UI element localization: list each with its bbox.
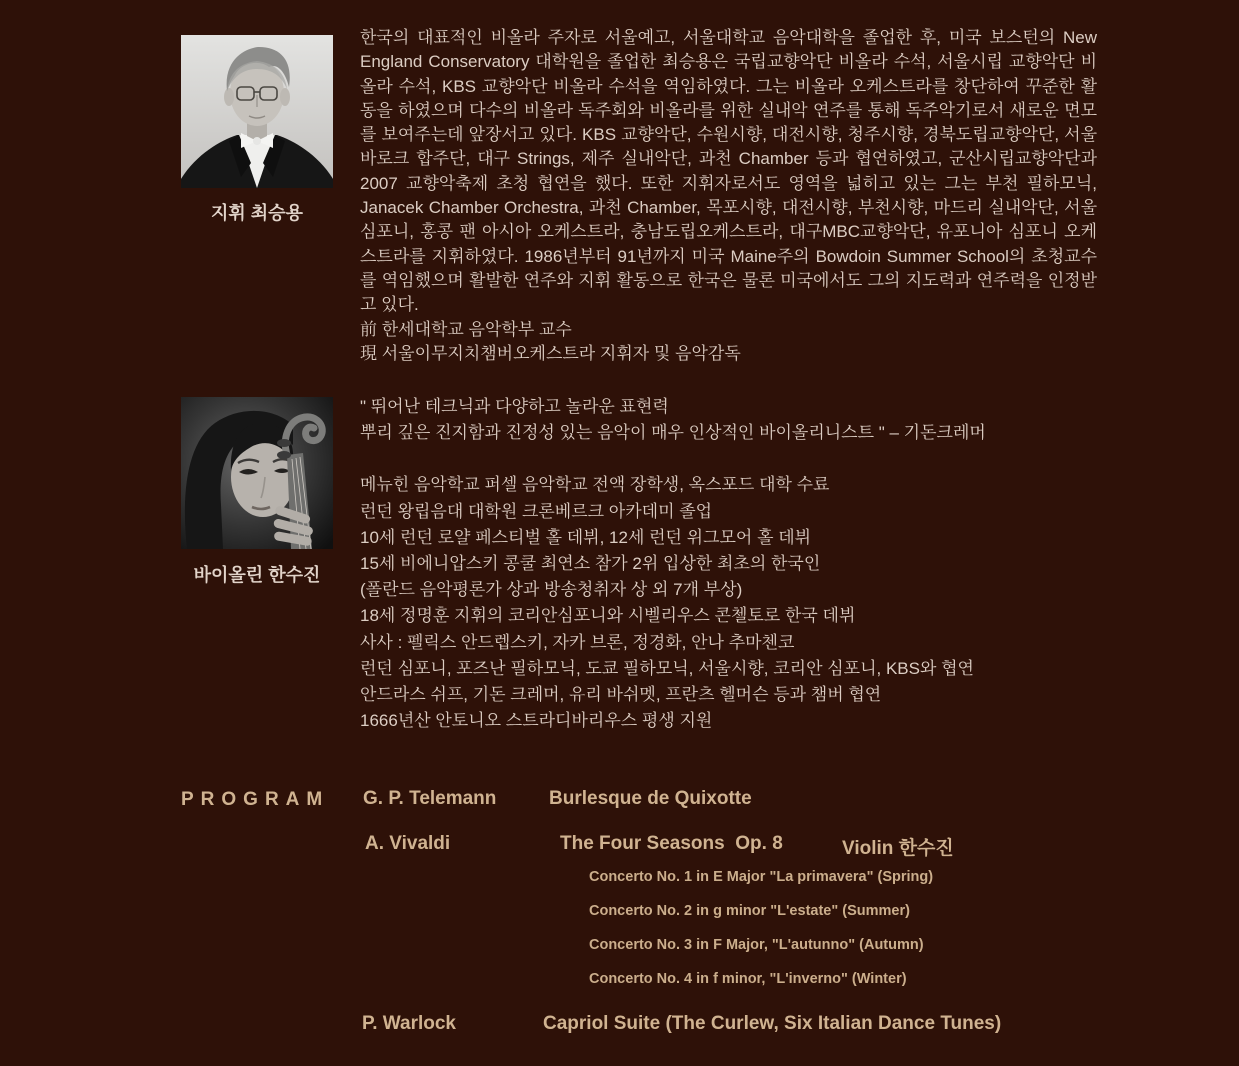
program-movement: Concerto No. 1 in E Major "La primavera" (Spring) [589, 869, 934, 885]
violinist-bio-line: 사사 : 펠릭스 안드렙스키, 자카 브론, 정경화, 안나 추마첸코 [360, 632, 795, 652]
violinist-portrait-illustration [181, 397, 333, 549]
violinist-bio-line: 1666년산 안토니오 스트라디바리우스 평생 지원 [360, 711, 713, 731]
program-work-warlock: Capriol Suite (The Curlew, Six Italian Dance Tunes) [543, 1013, 1002, 1034]
program-performer-vivaldi: Violin 한수진 [842, 838, 954, 859]
program-heading: PROGRAM [181, 789, 330, 810]
violinist-bio-line: 런던 왕립음대 대학원 크론베르크 아카데미 졸업 [360, 501, 713, 521]
program-work-vivaldi: The Four Seasons Op. 8 [560, 833, 783, 854]
violinist-quote-line-1: " 뛰어난 테크닉과 다양하고 놀라운 표현력 [360, 397, 669, 416]
program-composer-vivaldi: A. Vivaldi [365, 833, 451, 854]
program-movement: Concerto No. 2 in g minor "L'estate" (Summer) [589, 903, 910, 919]
violinist-quote-line-2: 뿌리 깊은 진지함과 진정성 있는 음악이 매우 인상적인 바이올리니스트 " – 기돈크레머 [360, 423, 986, 443]
violinist-bio [360, 394, 1105, 734]
violinist-bio-line: 메뉴힌 음악학교 퍼셀 음악학교 전액 장학생, 옥스포드 대학 수료 [360, 475, 830, 495]
conductor-portrait-illustration [181, 35, 333, 188]
program-composer-telemann: G. P. Telemann [363, 788, 497, 809]
program-movement: Concerto No. 4 in f minor, "L'inverno" (Winter) [589, 971, 907, 987]
violinist-bio-line: 10세 런던 로얄 페스티벌 홀 데뷔, 12세 런던 위그모어 홀 데뷔 [360, 527, 812, 547]
violinist-bio-line: 런던 심포니, 포즈난 필하모닉, 도쿄 필하모닉, 서울시향, 코리안 심포니, KBS와 협연 [360, 658, 974, 678]
violinist-photo [181, 397, 333, 549]
violinist-bio-line: 안드라스 쉬프, 기돈 크레머, 유리 바쉬멧, 프란츠 헬머슨 등과 챔버 협연 [360, 685, 882, 705]
conductor-bio [360, 26, 1097, 366]
conductor-caption: 지휘 최승용 [211, 203, 303, 223]
violinist-bio-line: (폴란드 음악평론가 상과 방송청취자 상 외 7개 부상) [360, 580, 743, 600]
conductor-photo [181, 35, 333, 188]
program-movement: Concerto No. 3 in F Major, "L'autunno" (Autumn) [589, 937, 924, 953]
program-work-telemann: Burlesque de Quixotte [549, 788, 752, 809]
conductor-former-title: 前 한세대학교 음악학부 교수 [360, 319, 572, 339]
violinist-bio-line: 15세 비에니압스키 콩쿨 최연소 참가 2위 입상한 최초의 한국인 [360, 554, 821, 574]
spacer [360, 446, 1105, 472]
conductor-bio-paragraph: 한국의 대표적인 비올라 주자로 서울예고, 서울대학교 음악대학을 졸업한 후, 미국 보스턴의 New England Conservatory 대학원을 졸업한 최승용은 국립교향악단 비올라 수석, 서울시립 교향악단 비올라 수석, KBS 교향악단 비올라 수석을 역임하였다. 그는 비올라 오케스트라를 창단하여 꾸준한 활동을 하였으며 다수의 비올라 독주회와 비올라를 위한 실내악 연주를 통해 독주악기로서 새로운 면모를 보여주는데 앞장서고 있다. KBS 교향악단, 수원시향, 대전시향, 청주시향, 경북도립교향악단, 서울 바로크 합주단, 대구 Strings, 제주 실내악단, 과천 Chamber 등과 협연하였고, 군산시립교향악단과 2007 교향악축제 초청 협연을 했다. 또한 지휘자로서도 영역을 넓히고 있는 그는 부천 필하모닉, Janacek Chamber Orchestra, 과천 Chamber, 목포시향, 대전시향, 부천시향, 마드리 실내악단, 서울 심포니, 홍콩 팬 아시아 오케스트라, 충남도립오케스트라, 대구MBC교향악단, 유포니아 심포니 오케스트라를 지휘하였다. 1986년부터 91년까지 미국 Maine주의 Bowdoin Summer School의 초청교수를 역임했으며 활발한 연주와 지휘 활동으로 한국은 물론 미국에서도 그의 지도력과 연주력을 인정받고 있다. [360, 28, 1097, 315]
violinist-caption: 바이올린 한수진 [193, 565, 321, 585]
conductor-current-title: 現 서울이무지치챔버오케스트라 지휘자 및 음악감독 [360, 343, 741, 363]
violinist-bio-line: 18세 정명훈 지휘의 코리안심포니와 시벨리우스 콘첼토로 한국 데뷔 [360, 606, 856, 626]
program-composer-warlock: P. Warlock [362, 1013, 456, 1034]
